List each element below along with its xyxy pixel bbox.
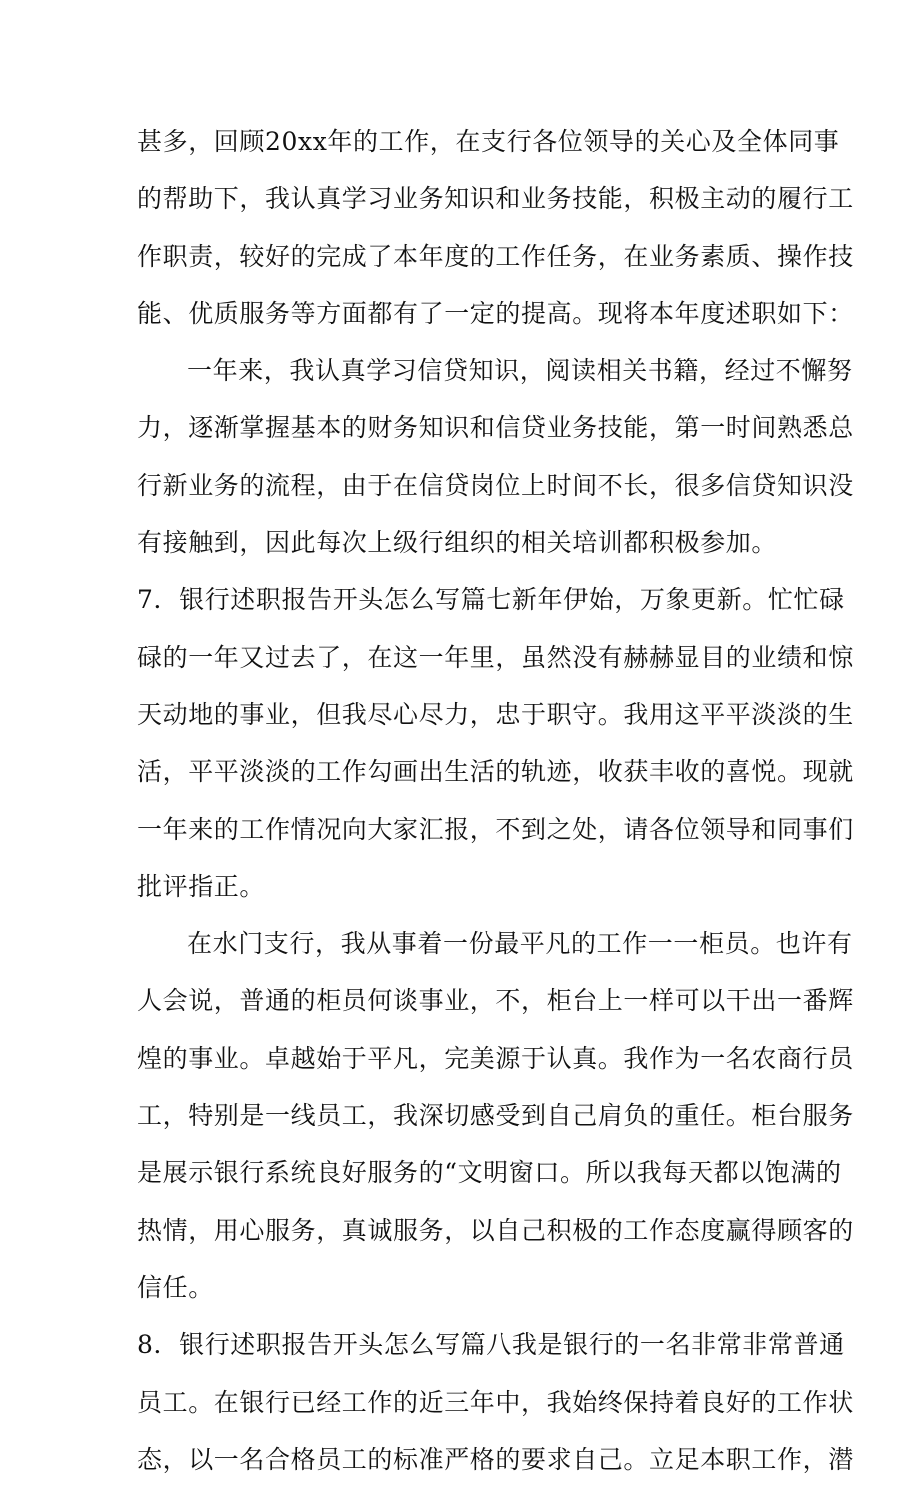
- body-line: 力，逐渐掌握基本的财务知识和信贷业务技能，第一时间熟悉总: [137, 413, 854, 443]
- body-line: 员工。在银行已经工作的近三年中，我始终保持着良好的工作状: [137, 1387, 854, 1417]
- body-line: 活，平平淡淡的工作勾画出生活的轨迹，收获丰收的喜悦。现就: [137, 757, 854, 787]
- body-line: 一年来的工作情况向大家汇报，不到之处，请各位领导和同事们: [137, 814, 854, 844]
- body-line: 态，以一名合格员工的标准严格的要求自己。立足本职工作，潜: [137, 1444, 854, 1474]
- paragraph-first-line: 一年来，我认真学习信贷知识，阅读相关书籍，经过不懈努: [187, 356, 853, 386]
- body-line: 行新业务的流程，由于在信贷岗位上时间不长，很多信贷知识没: [137, 470, 854, 500]
- body-line: 人会说，普通的柜员何谈事业，不，柜台上一样可以干出一番辉: [137, 986, 854, 1016]
- paragraph-first-line: 在水门支行，我从事着一份最平凡的工作一一柜员。也许有: [187, 929, 853, 959]
- body-line: 煌的事业。卓越始于平凡，完美源于认真。我作为一名农商行员: [137, 1043, 854, 1073]
- body-line: 的帮助下，我认真学习业务知识和业务技能，积极主动的履行工: [137, 184, 854, 214]
- body-line: 工，特别是一线员工，我深切感受到自己肩负的重任。柜台服务: [137, 1101, 854, 1131]
- body-line: 是展示银行系统良好服务的“文明窗口。所以我每天都以饱满的: [137, 1158, 842, 1188]
- body-line: 天动地的事业，但我尽心尽力，忠于职守。我用这平平淡淡的生: [137, 699, 854, 729]
- body-line: 碌的一年又过去了，在这一年里，虽然没有赫赫显目的业绩和惊: [137, 642, 854, 672]
- body-line: 热情，用心服务，真诚服务，以自己积极的工作态度赢得顾客的: [137, 1215, 854, 1245]
- body-line: 作职责，较好的完成了本年度的工作任务，在业务素质、操作技: [137, 241, 854, 271]
- body-line: 信任。: [137, 1272, 214, 1302]
- document-body: [137, 113, 854, 1488]
- body-line: 甚多，回顾20xx年的工作，在支行各位领导的关心及全体同事: [137, 127, 840, 156]
- section-heading-line: 8．银行述职报告开头怎么写篇八我是银行的一名非常非常普通: [137, 1330, 845, 1360]
- body-line: 批评指正。: [137, 871, 266, 901]
- body-line: 有接触到，因此每次上级行组织的相关培训都积极参加。: [137, 528, 778, 558]
- body-line: 能、优质服务等方面都有了一定的提高。现将本年度述职如下：: [137, 298, 854, 328]
- section-heading-line: 7．银行述职报告开头怎么写篇七新年伊始，万象更新。忙忙碌: [137, 585, 845, 615]
